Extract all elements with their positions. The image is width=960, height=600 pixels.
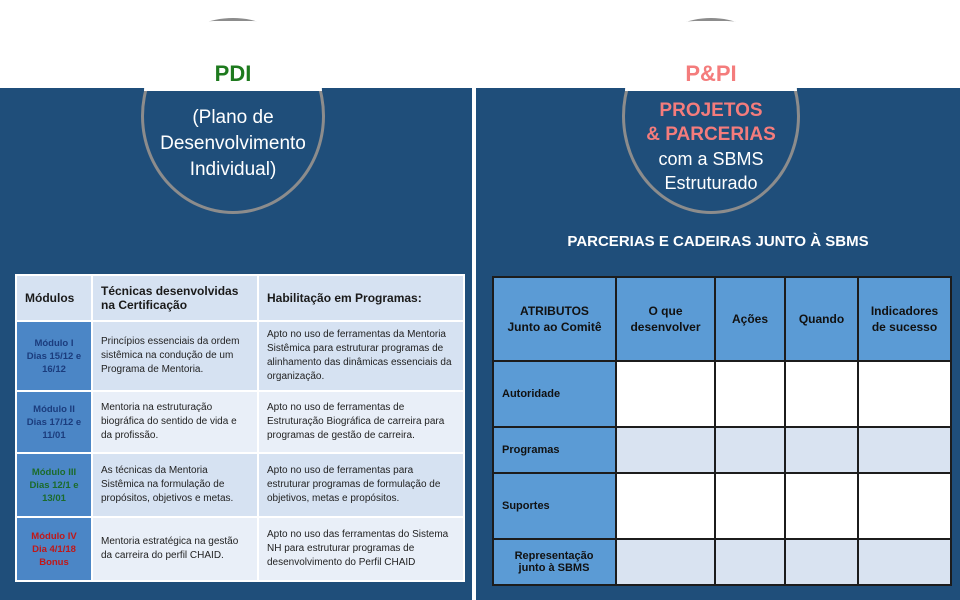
table-cell — [785, 361, 858, 427]
module-cell: Módulo IV Dia 4/1/18 Bonus — [16, 517, 92, 581]
table-cell — [715, 427, 785, 473]
table-cell — [785, 539, 858, 585]
table-cell — [715, 473, 785, 539]
pdi-description — [144, 105, 322, 183]
row-label: Suportes — [493, 473, 616, 539]
parcerias-heading: PARCERIAS E CADEIRAS JUNTO À SBMS — [567, 233, 869, 250]
header-tecnicas: Técnicas desenvolvidas na Certificação — [92, 275, 258, 321]
row-label: Autoridade — [493, 361, 616, 427]
table-cell — [858, 427, 951, 473]
table-row — [493, 427, 951, 473]
header-o-que: O que desenvolver — [616, 277, 715, 361]
modules-table — [15, 274, 465, 582]
ppi-highlight-1: PROJETOS — [659, 100, 763, 121]
table-row — [493, 361, 951, 427]
pdi-line-3: Individual) — [189, 159, 277, 180]
header-modulos: Módulos — [16, 275, 92, 321]
table-row — [16, 391, 464, 453]
row-label: Programas — [493, 427, 616, 473]
ppi-line-1: com a SBMS — [658, 149, 764, 169]
table-header-row — [16, 275, 464, 321]
pdi-line-1: (Plano de — [192, 107, 274, 128]
table-row — [16, 453, 464, 517]
ppi-description — [625, 99, 797, 195]
hab-cell: Apto no uso das ferramentas do Sistema NH para estruturar programas de desenvolvimento do Perfil CHAID — [258, 517, 464, 581]
table-row — [493, 539, 951, 585]
table-cell — [858, 361, 951, 427]
table-cell — [616, 361, 715, 427]
tech-cell: Princípios essenciais da ordem sistêmica na condução de um Programa de Mentoria. — [92, 321, 258, 391]
table-row — [493, 473, 951, 539]
ppi-line-2: Estruturado — [664, 173, 758, 193]
tech-cell: As técnicas da Mentoria Sistêmica na formulação de propósitos, objetivos e metas. — [92, 453, 258, 517]
module-cell: Módulo III Dias 12/1 e 13/01 — [16, 453, 92, 517]
header-acoes: Ações — [715, 277, 785, 361]
hab-cell: Apto no uso de ferramentas da Mentoria Sistêmica para estruturar programas de alinhamento das dinâmicas essenciais da organização. — [258, 321, 464, 391]
ppi-circle — [622, 18, 800, 214]
table-cell — [858, 473, 951, 539]
header-habilitacao: Habilitação em Programas: — [258, 275, 464, 321]
table-cell — [858, 539, 951, 585]
pdi-line-2: Desenvolvimento — [160, 133, 306, 154]
hab-cell: Apto no uso de ferramentas de Estruturação Biográfica de carreira para programas de gestão de carreira. — [258, 391, 464, 453]
tech-cell: Mentoria estratégica na gestão da carreira do perfil CHAID. — [92, 517, 258, 581]
module-cell: Módulo I Dias 15/12 e 16/12 — [16, 321, 92, 391]
pdi-title: PDI — [214, 61, 252, 86]
hab-cell: Apto no uso de ferramentas para estruturar programas de formulação de objetivos, metas e propósitos. — [258, 453, 464, 517]
table-row — [16, 517, 464, 581]
tech-cell: Mentoria na estruturação biográfica do sentido de vida e da profissão. — [92, 391, 258, 453]
ppi-title: P&PI — [685, 61, 737, 86]
header-atributos: ATRIBUTOS Junto ao Comitê — [493, 277, 616, 361]
table-cell — [715, 539, 785, 585]
attributes-table — [492, 276, 952, 586]
table-cell — [785, 427, 858, 473]
table-cell — [616, 427, 715, 473]
table-cell — [616, 473, 715, 539]
table-cell — [715, 361, 785, 427]
table-row — [16, 321, 464, 391]
row-label: Representação junto à SBMS — [493, 539, 616, 585]
table-header-row — [493, 277, 951, 361]
pdi-circle — [141, 18, 325, 214]
header-quando: Quando — [785, 277, 858, 361]
module-cell: Módulo II Dias 17/12 e 11/01 — [16, 391, 92, 453]
ppi-highlight-2: & PARCERIAS — [646, 124, 776, 145]
table-cell — [785, 473, 858, 539]
table-cell — [616, 539, 715, 585]
header-indicadores: Indicadores de sucesso — [858, 277, 951, 361]
